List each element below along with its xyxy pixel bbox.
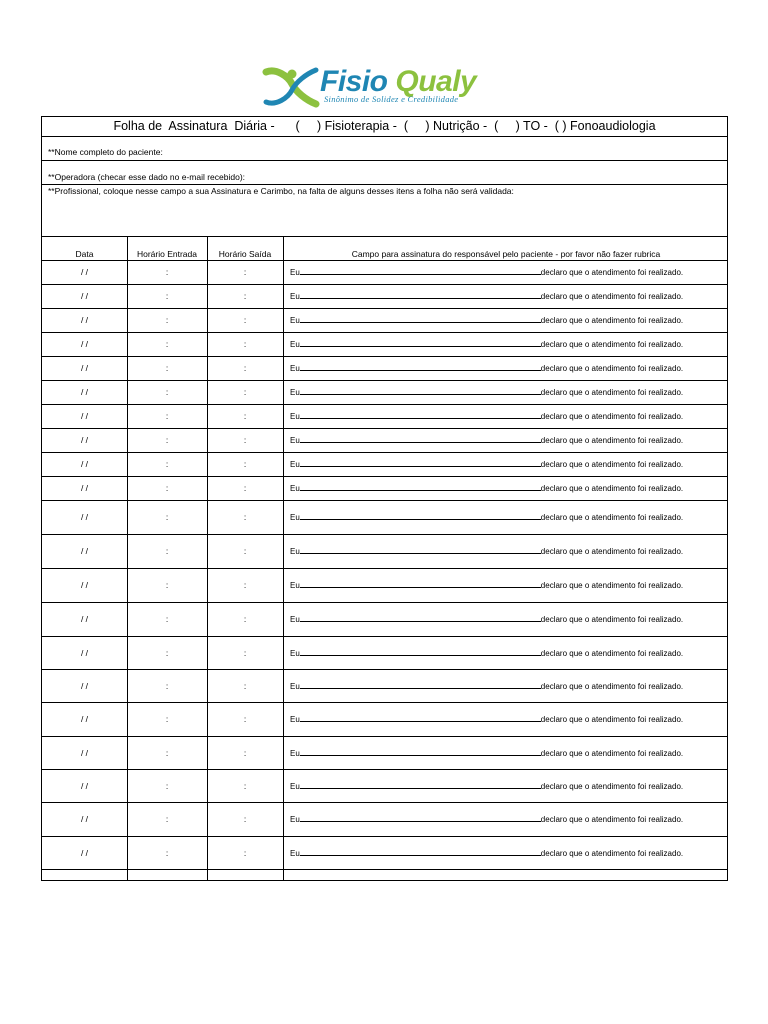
date-cell[interactable]: / / bbox=[80, 315, 89, 325]
date-cell[interactable]: / / bbox=[80, 848, 89, 858]
date-cell[interactable]: / / bbox=[80, 411, 89, 421]
sig-prefix: Eu bbox=[290, 749, 300, 758]
exit-time-cell[interactable]: : bbox=[243, 648, 247, 658]
sig-suffix: declaro que o atendimento foi realizado. bbox=[540, 815, 684, 824]
table-row bbox=[42, 837, 727, 870]
date-cell[interactable]: / / bbox=[80, 748, 89, 758]
signature-cell[interactable] bbox=[290, 459, 683, 469]
signature-cell[interactable] bbox=[290, 546, 683, 556]
exit-time-cell[interactable]: : bbox=[243, 435, 247, 445]
signature-line[interactable] bbox=[300, 512, 541, 520]
table-row bbox=[42, 501, 727, 535]
sig-prefix: Eu bbox=[290, 615, 300, 624]
signature-line[interactable] bbox=[300, 546, 541, 554]
signature-cell[interactable] bbox=[290, 291, 683, 301]
table-row bbox=[42, 703, 727, 737]
exit-time-cell[interactable]: : bbox=[243, 580, 247, 590]
signature-cell[interactable] bbox=[290, 315, 683, 325]
sig-prefix: Eu bbox=[290, 715, 300, 724]
date-cell[interactable]: / / bbox=[80, 435, 89, 445]
signature-cell[interactable] bbox=[290, 748, 683, 758]
date-cell[interactable]: / / bbox=[80, 648, 89, 658]
sig-suffix: declaro que o atendimento foi realizado. bbox=[540, 484, 684, 493]
exit-time-cell[interactable]: : bbox=[243, 546, 247, 556]
exit-time-cell[interactable]: : bbox=[243, 483, 247, 493]
sig-suffix: declaro que o atendimento foi realizado. bbox=[540, 682, 684, 691]
table-row bbox=[42, 569, 727, 603]
table-row bbox=[42, 309, 727, 333]
sig-suffix: declaro que o atendimento foi realizado. bbox=[540, 436, 684, 445]
exit-time-cell[interactable]: : bbox=[243, 814, 247, 824]
date-cell[interactable]: / / bbox=[80, 814, 89, 824]
sig-suffix: declaro que o atendimento foi realizado. bbox=[540, 782, 684, 791]
sig-prefix: Eu bbox=[290, 364, 300, 373]
date-cell[interactable]: / / bbox=[80, 546, 89, 556]
operator-field[interactable]: **Operadora (checar esse dado no e-mail recebido): bbox=[42, 161, 727, 185]
table-row bbox=[42, 477, 727, 501]
date-cell[interactable]: / / bbox=[80, 267, 89, 277]
signature-cell[interactable] bbox=[290, 580, 683, 590]
signature-line[interactable] bbox=[300, 459, 541, 467]
table-row bbox=[42, 381, 727, 405]
table-row bbox=[42, 333, 727, 357]
entry-time-cell[interactable]: : bbox=[165, 648, 169, 658]
signature-line[interactable] bbox=[300, 614, 541, 622]
signature-cell[interactable] bbox=[290, 848, 683, 858]
entry-time-cell[interactable]: : bbox=[165, 363, 169, 373]
exit-time-cell[interactable]: : bbox=[243, 614, 247, 624]
signature-cell[interactable] bbox=[290, 339, 683, 349]
date-cell[interactable]: / / bbox=[80, 614, 89, 624]
entry-time-cell[interactable]: : bbox=[165, 748, 169, 758]
entry-time-cell[interactable]: : bbox=[165, 483, 169, 493]
signature-line[interactable] bbox=[300, 681, 541, 689]
signature-cell[interactable] bbox=[290, 781, 683, 791]
exit-time-cell[interactable]: : bbox=[243, 714, 247, 724]
date-cell[interactable]: / / bbox=[80, 483, 89, 493]
header-date: Data bbox=[75, 249, 94, 259]
sig-prefix: Eu bbox=[290, 460, 300, 469]
date-cell[interactable]: / / bbox=[80, 291, 89, 301]
entry-time-cell[interactable]: : bbox=[165, 614, 169, 624]
date-cell[interactable]: / / bbox=[80, 339, 89, 349]
sig-prefix: Eu bbox=[290, 316, 300, 325]
signature-line[interactable] bbox=[300, 411, 541, 419]
sig-suffix: declaro que o atendimento foi realizado. bbox=[540, 388, 684, 397]
signature-line[interactable] bbox=[300, 848, 541, 856]
date-cell[interactable]: / / bbox=[80, 714, 89, 724]
exit-time-cell[interactable]: : bbox=[243, 459, 247, 469]
entry-time-cell[interactable]: : bbox=[165, 714, 169, 724]
entry-time-cell[interactable]: : bbox=[165, 512, 169, 522]
sig-suffix: declaro que o atendimento foi realizado. bbox=[540, 513, 684, 522]
exit-time-cell[interactable]: : bbox=[243, 781, 247, 791]
table-row bbox=[42, 637, 727, 670]
table-row bbox=[42, 429, 727, 453]
sig-suffix: declaro que o atendimento foi realizado. bbox=[540, 615, 684, 624]
table-row bbox=[42, 453, 727, 477]
signature-cell[interactable] bbox=[290, 435, 683, 445]
table-row bbox=[42, 261, 727, 285]
sig-suffix: declaro que o atendimento foi realizado. bbox=[540, 292, 684, 301]
exit-time-cell[interactable]: : bbox=[243, 267, 247, 277]
exit-time-cell[interactable]: : bbox=[243, 848, 247, 858]
entry-time-cell[interactable]: : bbox=[165, 848, 169, 858]
date-cell[interactable]: / / bbox=[80, 580, 89, 590]
table-row bbox=[42, 603, 727, 637]
entry-time-cell[interactable]: : bbox=[165, 411, 169, 421]
signature-cell[interactable] bbox=[290, 648, 683, 658]
header-entry-time: Horário Entrada bbox=[136, 249, 197, 259]
sig-suffix: declaro que o atendimento foi realizado. bbox=[540, 649, 684, 658]
exit-time-cell[interactable]: : bbox=[243, 291, 247, 301]
signature-cell[interactable] bbox=[290, 483, 683, 493]
exit-time-cell[interactable]: : bbox=[243, 387, 247, 397]
signature-line[interactable] bbox=[300, 781, 541, 789]
signature-cell[interactable] bbox=[290, 411, 683, 421]
table-row bbox=[42, 803, 727, 837]
signature-cell[interactable] bbox=[290, 267, 683, 277]
table-header bbox=[42, 237, 727, 261]
sig-prefix: Eu bbox=[290, 547, 300, 556]
exit-time-cell[interactable]: : bbox=[243, 411, 247, 421]
sig-prefix: Eu bbox=[290, 268, 300, 277]
signature-cell[interactable] bbox=[290, 387, 683, 397]
signature-cell[interactable] bbox=[290, 614, 683, 624]
signature-sheet bbox=[41, 116, 728, 881]
table-row bbox=[42, 285, 727, 309]
exit-time-cell[interactable]: : bbox=[243, 339, 247, 349]
sig-suffix: declaro que o atendimento foi realizado. bbox=[540, 581, 684, 590]
signature-line[interactable] bbox=[300, 363, 541, 371]
sig-prefix: Eu bbox=[290, 649, 300, 658]
sig-prefix: Eu bbox=[290, 412, 300, 421]
sig-prefix: Eu bbox=[290, 782, 300, 791]
signature-line[interactable] bbox=[300, 435, 541, 443]
signature-line[interactable] bbox=[300, 814, 541, 822]
entry-time-cell[interactable]: : bbox=[165, 267, 169, 277]
entry-time-cell[interactable]: : bbox=[165, 435, 169, 445]
sig-prefix: Eu bbox=[290, 815, 300, 824]
entry-time-cell[interactable]: : bbox=[165, 315, 169, 325]
date-cell[interactable]: / / bbox=[80, 363, 89, 373]
sig-suffix: declaro que o atendimento foi realizado. bbox=[540, 412, 684, 421]
brand-name: Fisio Qualy bbox=[320, 65, 477, 98]
signature-cell[interactable] bbox=[290, 681, 683, 691]
sig-suffix: declaro que o atendimento foi realizado. bbox=[540, 547, 684, 556]
table-row bbox=[42, 535, 727, 569]
sig-suffix: declaro que o atendimento foi realizado. bbox=[540, 268, 684, 277]
brand-tagline: Sinônimo de Solidez e Credibilidade bbox=[324, 94, 459, 104]
header-exit-time: Horário Saída bbox=[218, 249, 272, 259]
sig-prefix: Eu bbox=[290, 436, 300, 445]
sig-suffix: declaro que o atendimento foi realizado. bbox=[540, 460, 684, 469]
entry-time-cell[interactable]: : bbox=[165, 459, 169, 469]
entry-time-cell[interactable]: : bbox=[165, 781, 169, 791]
signature-line[interactable] bbox=[300, 339, 541, 347]
date-cell[interactable]: / / bbox=[80, 512, 89, 522]
signature-line[interactable] bbox=[300, 748, 541, 756]
date-cell[interactable]: / / bbox=[80, 681, 89, 691]
sig-prefix: Eu bbox=[290, 484, 300, 493]
patient-name-field[interactable]: **Nome completo do paciente: bbox=[42, 137, 727, 161]
table-row bbox=[42, 770, 727, 803]
exit-time-cell[interactable]: : bbox=[243, 681, 247, 691]
signature-line[interactable] bbox=[300, 483, 541, 491]
figure-swoosh-icon bbox=[262, 64, 320, 112]
entry-time-cell[interactable]: : bbox=[165, 291, 169, 301]
signature-line[interactable] bbox=[300, 648, 541, 656]
signature-line[interactable] bbox=[300, 387, 541, 395]
sig-suffix: declaro que o atendimento foi realizado. bbox=[540, 364, 684, 373]
signature-cell[interactable] bbox=[290, 363, 683, 373]
entry-time-cell[interactable]: : bbox=[165, 387, 169, 397]
table-row bbox=[42, 670, 727, 703]
table-row bbox=[42, 405, 727, 429]
sig-suffix: declaro que o atendimento foi realizado. bbox=[540, 849, 684, 858]
signature-line[interactable] bbox=[300, 291, 541, 299]
sig-prefix: Eu bbox=[290, 581, 300, 590]
signature-line[interactable] bbox=[300, 714, 541, 722]
entry-time-cell[interactable]: : bbox=[165, 339, 169, 349]
sig-prefix: Eu bbox=[290, 682, 300, 691]
date-cell[interactable]: / / bbox=[80, 781, 89, 791]
table-row bbox=[42, 357, 727, 381]
entry-time-cell[interactable]: : bbox=[165, 814, 169, 824]
signature-cell[interactable] bbox=[290, 814, 683, 824]
sig-suffix: declaro que o atendimento foi realizado. bbox=[540, 316, 684, 325]
exit-time-cell[interactable]: : bbox=[243, 363, 247, 373]
fisio-qualy-logo bbox=[262, 64, 522, 112]
form-title: Folha de Assinatura Diária - ( ) Fisioterapia - ( ) Nutrição - ( ) TO - ( ) Fonoaudiologia bbox=[42, 117, 727, 137]
signature-line[interactable] bbox=[300, 315, 541, 323]
exit-time-cell[interactable]: : bbox=[243, 512, 247, 522]
table-row bbox=[42, 737, 727, 770]
sig-suffix: declaro que o atendimento foi realizado. bbox=[540, 749, 684, 758]
entry-time-cell[interactable]: : bbox=[165, 580, 169, 590]
header-signature: Campo para assinatura do responsável pelo paciente - por favor não fazer rubrica bbox=[351, 249, 661, 259]
signature-cell[interactable] bbox=[290, 512, 683, 522]
exit-time-cell[interactable]: : bbox=[243, 748, 247, 758]
exit-time-cell[interactable]: : bbox=[243, 315, 247, 325]
professional-signature-field[interactable]: **Profissional, coloque nesse campo a sua Assinatura e Carimbo, na falta de alguns desses itens a folha não será validada: bbox=[42, 185, 727, 237]
signature-cell[interactable] bbox=[290, 714, 683, 724]
date-cell[interactable]: / / bbox=[80, 387, 89, 397]
sig-prefix: Eu bbox=[290, 340, 300, 349]
sig-prefix: Eu bbox=[290, 388, 300, 397]
date-cell[interactable]: / / bbox=[80, 459, 89, 469]
entry-time-cell[interactable]: : bbox=[165, 546, 169, 556]
sig-prefix: Eu bbox=[290, 849, 300, 858]
sig-prefix: Eu bbox=[290, 513, 300, 522]
sig-suffix: declaro que o atendimento foi realizado. bbox=[540, 715, 684, 724]
sig-suffix: declaro que o atendimento foi realizado. bbox=[540, 340, 684, 349]
sig-prefix: Eu bbox=[290, 292, 300, 301]
entry-time-cell[interactable]: : bbox=[165, 681, 169, 691]
signature-line[interactable] bbox=[300, 580, 541, 588]
signature-line[interactable] bbox=[300, 267, 541, 275]
